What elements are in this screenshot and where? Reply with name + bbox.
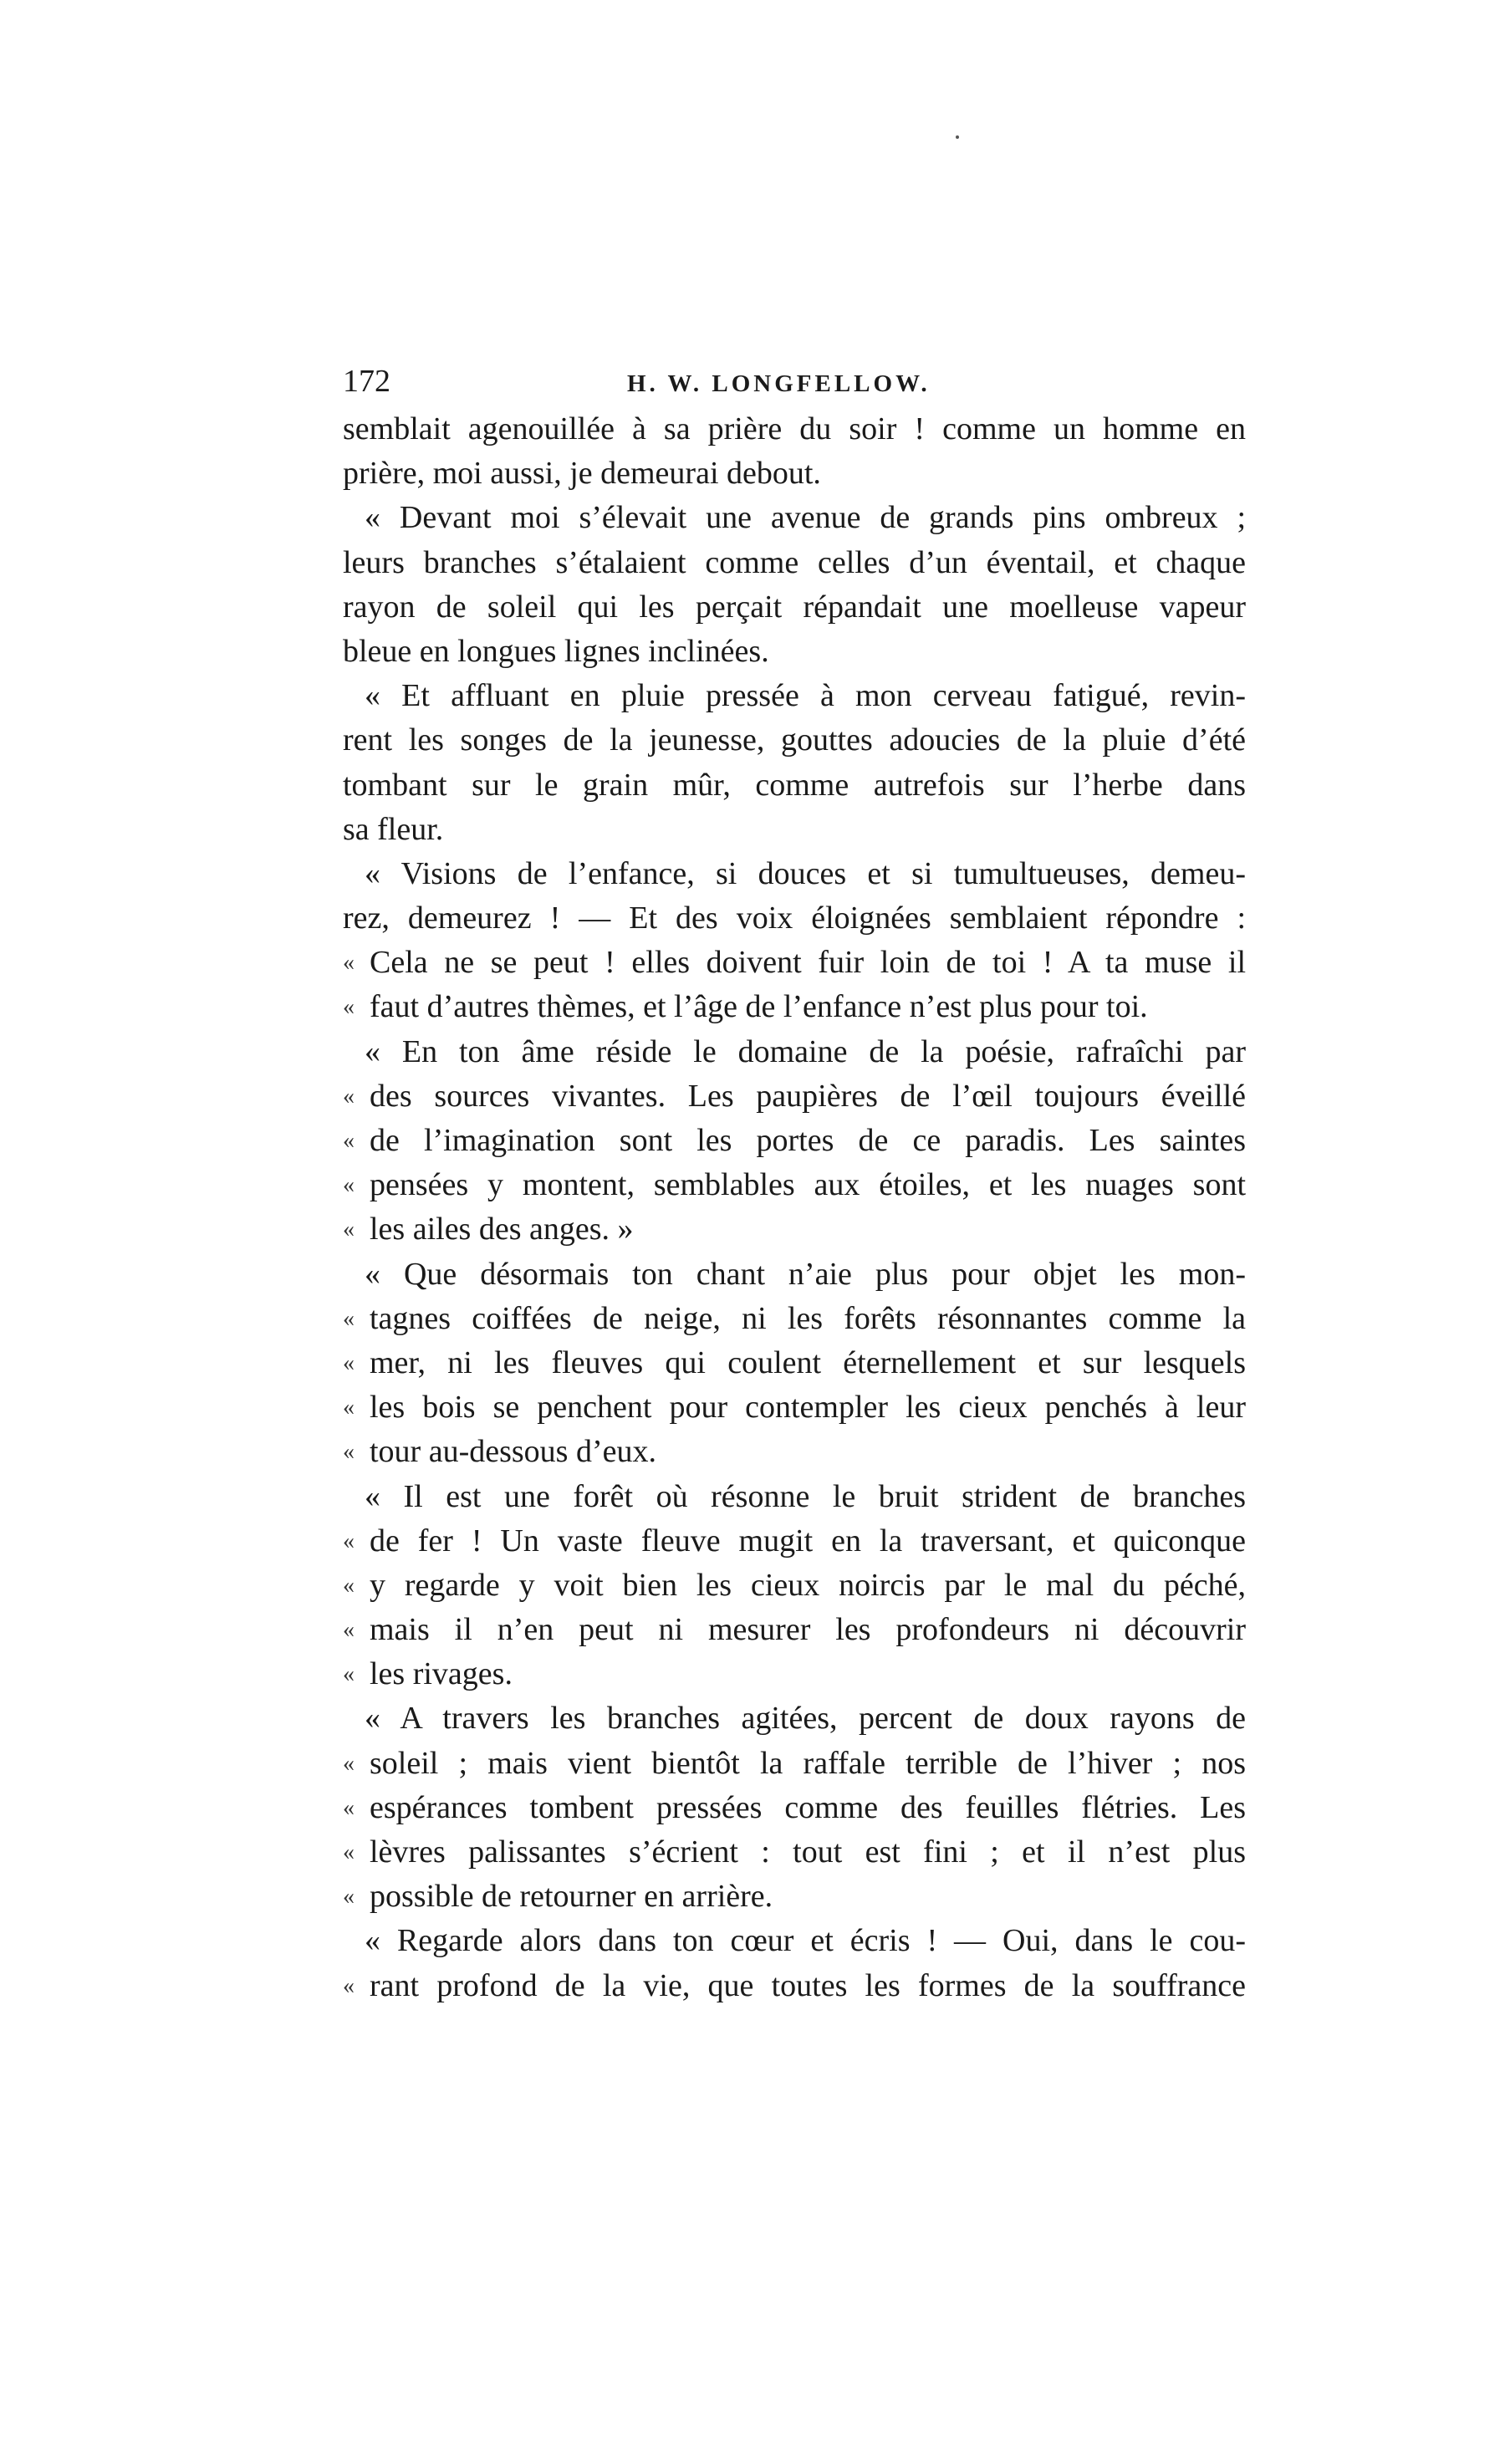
text-line <box>343 1297 1246 1341</box>
line-text: rent les songes de la jeunesse, gouttes adoucies de la pluie d’été <box>343 722 1246 758</box>
line-text: « Regarde alors dans ton cœur et écris ! — Oui, dans le cou- <box>365 1923 1246 1959</box>
text-line <box>343 1964 1246 2008</box>
margin-quote-mark: « <box>343 1839 355 1865</box>
line-text: bleue en longues lignes inclinées. <box>343 633 769 669</box>
margin-quote-mark: « <box>343 1128 355 1154</box>
text-line <box>343 1207 1246 1252</box>
line-text: faut d’autres thèmes, et l’âge de l’enfance n’est plus pour toi. <box>370 989 1148 1025</box>
margin-quote-mark: « <box>343 1439 355 1466</box>
text-line <box>343 896 1246 941</box>
line-text: rant profond de la vie, que toutes les formes de la souffrance <box>370 1967 1246 2003</box>
line-text: mais il n’en peut ni mesurer les profondeurs ni découvrir <box>370 1612 1246 1648</box>
line-text: sa fleur. <box>343 811 444 847</box>
text-line <box>343 451 1246 496</box>
text-line <box>343 1608 1246 1652</box>
line-text: « En ton âme réside le domaine de la poésie, rafraîchi par <box>365 1033 1246 1069</box>
line-text: leurs branches s’étalaient comme celles d’un éventail, et chaque <box>343 544 1246 580</box>
line-text: lèvres palissantes s’écrient : tout est fini ; et il n’est plus <box>370 1834 1246 1870</box>
margin-quote-mark: « <box>343 1217 355 1243</box>
line-text: y regarde y voit bien les cieux noircis par le mal du péché, <box>370 1567 1246 1603</box>
line-text: « Il est une forêt où résonne le bruit strident de branches <box>365 1478 1246 1514</box>
line-text: les rivages. <box>370 1656 513 1692</box>
line-text: prière, moi aussi, je demeurai debout. <box>343 456 821 492</box>
text-line <box>343 541 1246 585</box>
text-line <box>343 1163 1246 1207</box>
line-text: les ailes des anges. » <box>370 1212 634 1247</box>
line-text: de l’imagination sont les portes de ce paradis. Les saintes <box>370 1123 1246 1158</box>
text-line <box>343 1519 1246 1564</box>
line-text: tombant sur le grain mûr, comme autrefois sur l’herbe dans <box>343 767 1246 803</box>
line-text: possible de retourner en arrière. <box>370 1879 773 1915</box>
line-text: de fer ! Un vaste fleuve mugit en la traversant, et quiconque <box>370 1523 1246 1558</box>
margin-quote-mark: « <box>343 1528 355 1554</box>
text-line <box>343 674 1246 718</box>
text-line <box>343 1074 1246 1119</box>
text-line <box>343 1696 1246 1741</box>
text-line <box>343 1475 1246 1519</box>
line-text: mer, ni les fleuves qui coulent éternellement et sur lesquels <box>370 1344 1246 1380</box>
line-text: pensées y montent, semblables aux étoiles, et les nuages sont <box>370 1167 1246 1203</box>
line-text: tour au-dessous d’eux. <box>370 1434 656 1470</box>
text-line <box>343 496 1246 540</box>
margin-quote-mark: « <box>343 1083 355 1110</box>
text-line <box>343 1919 1246 1963</box>
line-text: « Que désormais ton chant n’aie plus pour objet les mon- <box>365 1256 1246 1292</box>
text-line <box>343 1252 1246 1297</box>
text-line <box>343 1119 1246 1163</box>
margin-quote-mark: « <box>343 1305 355 1332</box>
text-line <box>343 1742 1246 1786</box>
line-text: les bois se penchent pour contempler les cieux penchés à leur <box>370 1390 1246 1426</box>
body-text <box>343 407 1246 2008</box>
margin-quote-mark: « <box>343 950 355 977</box>
text-line <box>343 1385 1246 1430</box>
text-line <box>343 1564 1246 1608</box>
text-line <box>343 985 1246 1029</box>
line-text: « Devant moi s’élevait une avenue de grands pins ombreux ; <box>365 500 1246 536</box>
line-text: rayon de soleil qui les perçait répandait une moelleuse vapeur <box>343 589 1246 625</box>
line-text: semblait agenouillée à sa prière du soir ! comme un homme en <box>343 411 1246 446</box>
margin-quote-mark: « <box>343 1172 355 1199</box>
text-line <box>343 1875 1246 1919</box>
line-text: « Et affluant en pluie pressée à mon cerveau fatigué, revin- <box>365 678 1246 714</box>
text-line <box>343 585 1246 630</box>
text-line <box>343 763 1246 808</box>
line-text: Cela ne se peut ! elles doivent fuir loin de toi ! A ta muse il <box>370 945 1246 981</box>
text-line <box>343 1786 1246 1830</box>
margin-quote-mark: « <box>343 1395 355 1421</box>
margin-quote-mark: « <box>343 1572 355 1599</box>
text-line <box>343 630 1246 674</box>
paper-speck <box>956 135 959 139</box>
text-line <box>343 718 1246 763</box>
text-line <box>343 852 1246 896</box>
margin-quote-mark: « <box>343 1794 355 1821</box>
line-text: des sources vivantes. Les paupières de l’œil toujours éveillé <box>370 1078 1246 1114</box>
line-text: espérances tombent pressées comme des feuilles flétries. Les <box>370 1789 1246 1825</box>
text-line <box>343 1030 1246 1074</box>
margin-quote-mark: « <box>343 1661 355 1688</box>
page-number: 172 <box>343 364 390 399</box>
margin-quote-mark: « <box>343 1617 355 1644</box>
margin-quote-mark: « <box>343 1884 355 1910</box>
text-line <box>343 1830 1246 1875</box>
line-text: rez, demeurez ! — Et des voix éloignées semblaient répondre : <box>343 900 1246 936</box>
line-text: tagnes coiffées de neige, ni les forêts résonnantes comme la <box>370 1300 1246 1336</box>
running-title: H. W. LONGFELLOW. <box>627 370 931 397</box>
margin-quote-mark: « <box>343 1972 355 1999</box>
text-line <box>343 941 1246 985</box>
text-line <box>343 1430 1246 1474</box>
line-text: soleil ; mais vient bientôt la raffale terrible de l’hiver ; nos <box>370 1745 1246 1781</box>
line-text: « A travers les branches agitées, percent de doux rayons de <box>365 1701 1246 1737</box>
text-line <box>343 1652 1246 1696</box>
running-head <box>343 360 1246 403</box>
margin-quote-mark: « <box>343 994 355 1021</box>
line-text: « Visions de l’enfance, si douces et si tumultueuses, demeu- <box>365 855 1246 891</box>
margin-quote-mark: « <box>343 1349 355 1376</box>
text-line <box>343 808 1246 852</box>
margin-quote-mark: « <box>343 1750 355 1777</box>
text-line <box>343 1341 1246 1385</box>
text-line <box>343 407 1246 451</box>
